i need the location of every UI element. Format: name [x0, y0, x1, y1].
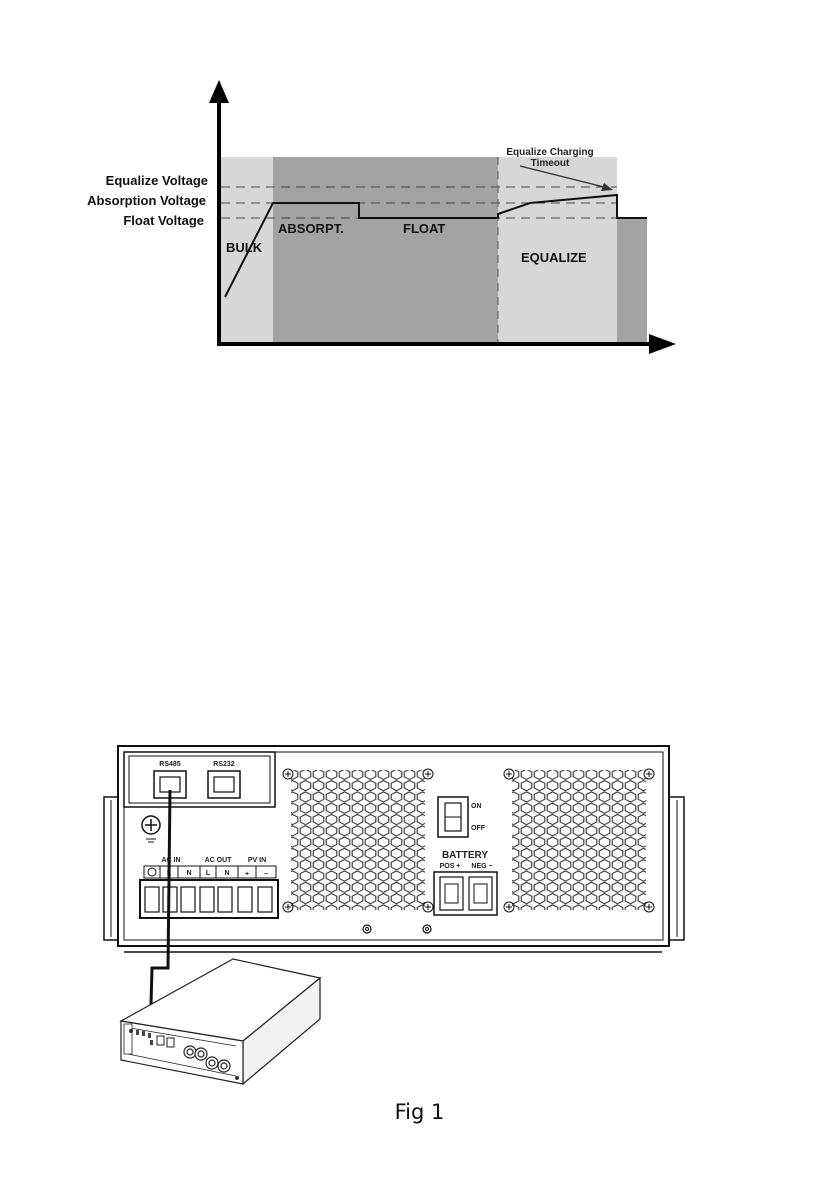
rs485-label: RS485 [159, 761, 181, 768]
inverter-rear-panel [104, 746, 684, 952]
float-voltage-label: Float Voltage [123, 213, 204, 228]
ac-out-l: L [205, 870, 211, 877]
ac-in-label: AC IN [161, 857, 181, 864]
pv-minus: − [263, 871, 269, 878]
ac-out-label: AC OUT [204, 857, 232, 864]
comm-port-panel [124, 752, 275, 807]
equalize-stage-label: EQUALIZE [521, 250, 587, 265]
absorption-float-band [273, 157, 498, 345]
right-mount-bracket [668, 797, 684, 940]
rs232-label: RS232 [213, 761, 235, 768]
ac-out-n: N [224, 870, 230, 877]
absorption-voltage-label: Absorption Voltage [87, 193, 206, 208]
battery-neg-label: NEG − [471, 863, 493, 870]
timeout-note-line2: Timeout [530, 158, 570, 169]
ac-in-l: L [166, 870, 172, 877]
absorption-stage-label: ABSORPT. [278, 221, 344, 236]
switch-off-label: OFF [471, 825, 485, 832]
y-axis-arrow [209, 80, 229, 103]
ac-in-n: N [186, 870, 192, 877]
right-fan-grill [512, 770, 646, 910]
timeout-note-line1: Equalize Charging [506, 147, 594, 158]
x-axis-arrow [649, 334, 676, 354]
pv-plus: + [244, 871, 250, 878]
bulk-stage-label: BULK [226, 240, 263, 255]
left-fan-grill [291, 770, 425, 910]
figure-caption: Fig 1 [394, 1100, 445, 1124]
switch-on-label: ON [471, 803, 482, 810]
pv-in-label: PV IN [247, 857, 267, 864]
post-equalize-band [617, 218, 647, 345]
charging-curve-diagram [87, 80, 676, 354]
battery-pos-label: POS + [439, 863, 461, 870]
battery-label: BATTERY [441, 850, 489, 861]
equalize-voltage-label: Equalize Voltage [105, 173, 208, 188]
float-stage-label: FLOAT [403, 221, 446, 236]
